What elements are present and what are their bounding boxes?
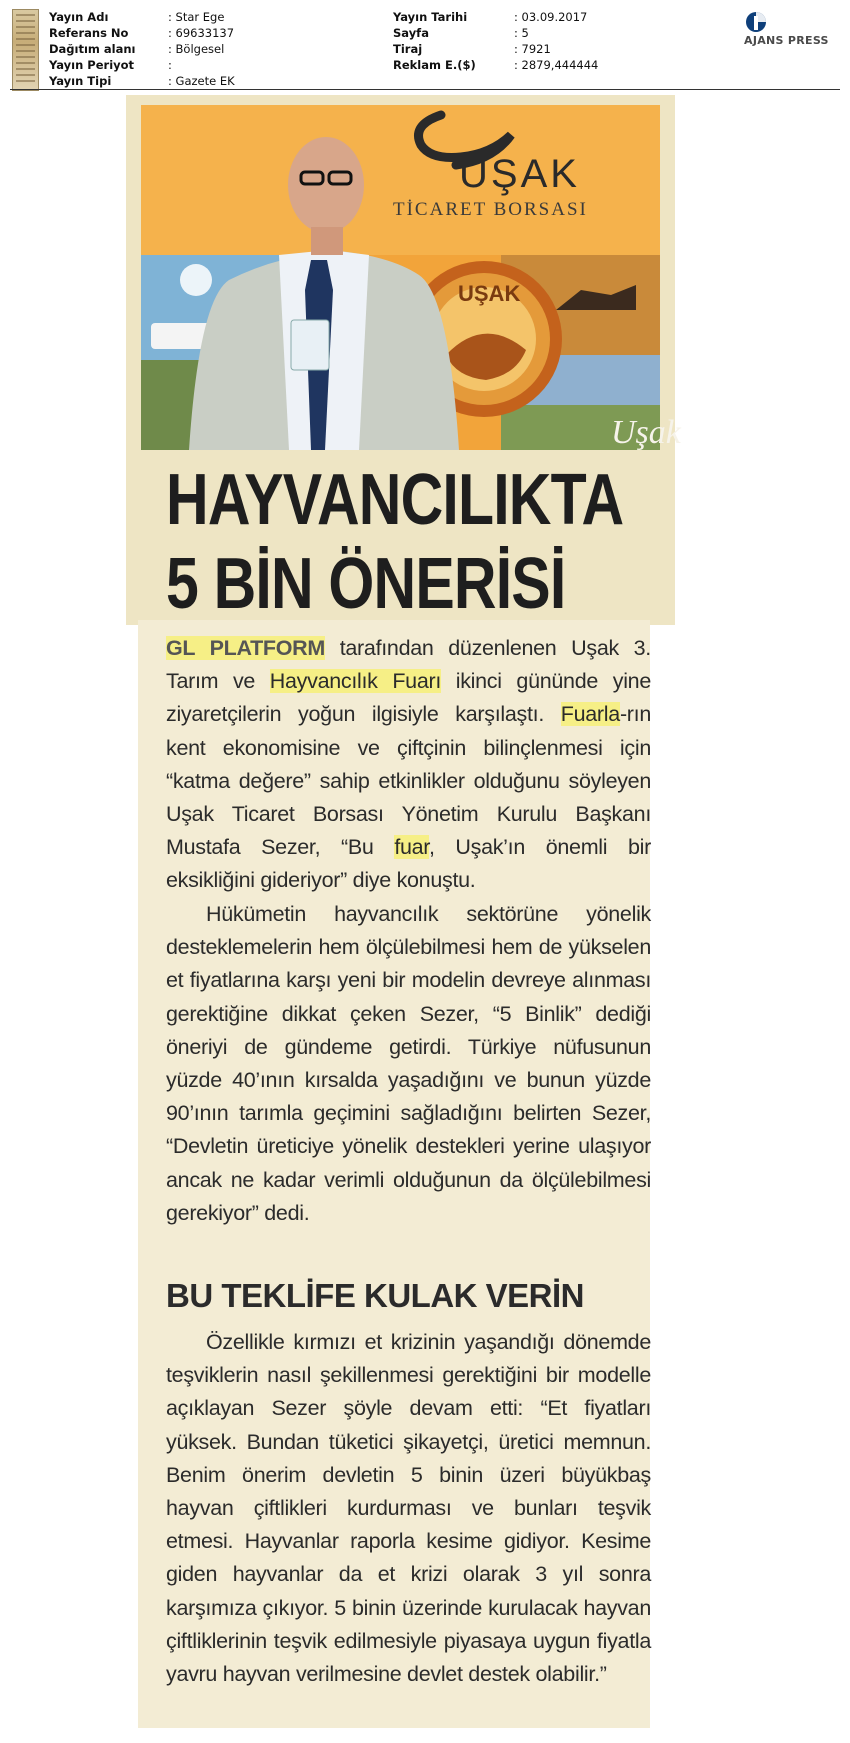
meta-value: : Gazete EK [168, 74, 235, 88]
article-headline [166, 458, 624, 626]
meta-label: Dağıtım alanı [49, 42, 136, 56]
highlight-fuar: fuar [394, 835, 429, 860]
paragraph-text: Hükümetin hayvancılık sektörüne yönelik desteklemelerin hem ölçülebilmesi hem de yükselen et fiyatlarına karşı yeni bir modelin devreye alınması gerektiğine dikkat çeken Sezer, “5 Binlik” dediği öneriyi de gündeme getirdi. Türkiye nüfusunun yüzde 40’ının kırsalda yaşadığını ve bunun yüzde 90’ının tarımla geçimini sağladığını belirten Sezer, “Devletin üreticiye yönelik destekleri yerine ulaşıyor ancak ne kadar verimli olduğunun da ölçülebilmesi gerekiyor” dedi. [166, 902, 651, 1225]
meta-label: Reklam E.($) [393, 58, 476, 72]
meta-left-labels [49, 9, 159, 89]
article-paragraph-1 [166, 632, 651, 898]
meta-value: : 2879,444444 [514, 58, 599, 72]
meta-value: : 69633137 [168, 26, 235, 40]
article-photo [141, 105, 681, 451]
meta-value: : 03.09.2017 [514, 10, 588, 24]
meta-value: : Bölgesel [168, 42, 225, 56]
paragraph-text: , Uşak’ın önemli bir eksikliğini gideriyor” diye konuştu. [166, 835, 651, 893]
brand-sub-text: TİCARET BORSASI [393, 199, 588, 220]
paragraph-text: tarafından düzenlenen Uşak 3. Tarım ve [166, 636, 651, 694]
meta-label: Yayın Tarihi [393, 10, 468, 24]
meta-value: : [168, 58, 172, 72]
article-paragraph-2 [166, 898, 651, 1230]
meta-label: Yayın Tipi [49, 74, 112, 88]
brand-name-text: UŞAK [459, 152, 580, 196]
seal-text: UŞAK [458, 281, 521, 306]
meta-left-values [168, 9, 368, 89]
meta-value: : 7921 [514, 42, 551, 56]
ajans-press-logo-text: AJANS PRESS [744, 34, 829, 47]
meta-right-values [514, 9, 714, 73]
highlight-fuar-name: Hayvancılık Fuarı [269, 669, 442, 694]
meta-label: Yayın Adı [49, 10, 109, 24]
meta-label: Yayın Periyot [49, 58, 135, 72]
meta-label: Sayfa [393, 26, 429, 40]
header-divider [10, 89, 840, 90]
highlight-gl-platform: GL PLATFORM [166, 636, 326, 660]
meta-label: Tiraj [393, 42, 423, 56]
meta-value: : 5 [514, 26, 529, 40]
highlight-fuarla: Fuarla [560, 702, 620, 727]
meta-right-labels [393, 9, 503, 73]
paragraph-text: -rın kent ekonomisine ve çiftçinin bilinçlenmesi için “katma değere” sahip etkinlikler olduğunu söyleyen Uşak Ticaret Borsası Yönetim Kurulu Başkanı Mustafa Sezer, “Bu [166, 702, 651, 860]
banner-bottom-text: Uşak [611, 414, 681, 451]
meta-value: : Star Ege [168, 10, 225, 24]
meta-label: Referans No [49, 26, 129, 40]
clipping-thumbnail [12, 9, 39, 91]
article-subheading: BU TEKLİFE KULAK VERİN [166, 1277, 584, 1314]
paragraph-text: ikinci gününde yine ziyaretçilerin yoğun ilgisiyle karşılaştı. [166, 669, 651, 727]
paragraph-text: Özellikle kırmızı et krizinin yaşandığı dönemde teşviklerin nasıl şekillenmesi gerektiğini bir modelle açıklayan Sezer şöyle devam etti: “Et fiyatları yüksek. Bundan tüketici şikayetçi, üretici memnun. Benim önerim devletin 5 binin üzeri büyükbaş hayvan çiftlikleri kurdurması ve bunları teşvik etmesi. Hayvanlar raporla kesime gidiyor. Kesime giden hayvanlar da et krizi olarak 3 yıl sonra karşımıza çıkıyor. 5 binin üzerinde kurulacak hayvan çiftliklerinin teşvik edilmesiyle piyasaya uygun fiyatla yavru hayvan verilmesine devlet destek olabilir.” [166, 1330, 651, 1687]
headline-line-1: HAYVANCILIKTA [166, 460, 624, 540]
headline-line-2: 5 BİN ÖNERİSİ [166, 544, 566, 624]
article-paragraph-3 [166, 1326, 651, 1691]
